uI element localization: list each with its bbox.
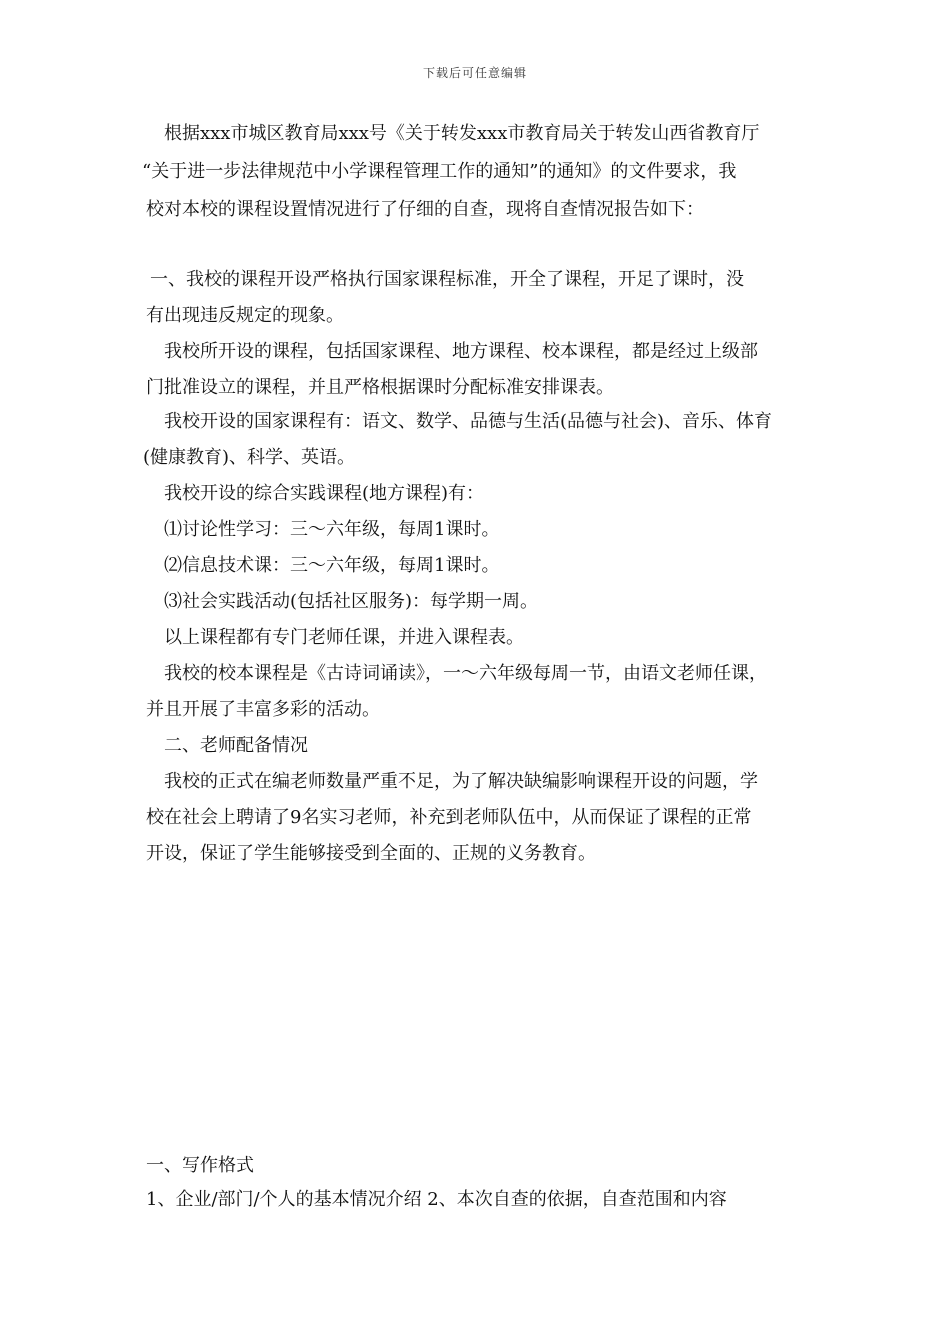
paragraph-line: 我校开设的国家课程有：语文、数学、品德与生活(品德与社会)、音乐、体育 — [164, 411, 773, 432]
paragraph-line: 开设，保证了学生能够接受到全面的、正规的义务教育。 — [146, 843, 596, 864]
paragraph-line: 校对本校的课程设置情况进行了仔细的自查，现将自查情况报告如下： — [146, 199, 704, 220]
section-heading-line: 二、老师配备情况 — [164, 735, 308, 756]
paragraph-line: 并且开展了丰富多彩的活动。 — [146, 699, 380, 720]
paragraph-line: “关于进一步法律规范中小学课程管理工作的通知”的通知》的文件要求，我 — [142, 161, 737, 182]
page-header-note: 下载后可任意编辑 — [422, 66, 527, 80]
paragraph-line: 1、企业/部门/个人的基本情况介绍 2、本次自查的依据，自查范围和内容 — [146, 1189, 727, 1210]
paragraph-line: 校在社会上聘请了9名实习老师，补充到老师队伍中，从而保证了课程的正常 — [146, 807, 752, 828]
paragraph-line: (健康教育)、科学、英语。 — [143, 447, 356, 468]
paragraph-line: 门批准设立的课程，并且严格根据课时分配标准安排课表。 — [146, 377, 614, 398]
list-item: ⑴讨论性学习：三～六年级，每周1课时。 — [164, 519, 500, 540]
list-item: ⑵信息技术课：三～六年级，每周1课时。 — [164, 555, 500, 576]
section-heading-line: 一、我校的课程开设严格执行国家课程标准，开全了课程，开足了课时，没 — [150, 269, 744, 290]
section-heading-line: 一、写作格式 — [146, 1155, 254, 1176]
paragraph-line: 我校的校本课程是《古诗词诵读》，一～六年级每周一节，由语文老师任课， — [164, 663, 767, 684]
paragraph-line: 我校开设的综合实践课程(地方课程)有： — [164, 483, 485, 504]
paragraph-line: 以上课程都有专门老师任课，并进入课程表。 — [164, 627, 524, 648]
paragraph-line: 有出现违反规定的现象。 — [146, 305, 344, 326]
paragraph-line: 我校所开设的课程，包括国家课程、地方课程、校本课程，都是经过上级部 — [164, 341, 758, 362]
paragraph-line: 我校的正式在编老师数量严重不足，为了解决缺编影响课程开设的问题，学 — [164, 771, 758, 792]
paragraph-line: 根据xxx市城区教育局xxx号《关于转发xxx市教育局关于转发山西省教育厅 — [164, 123, 760, 144]
list-item: ⑶社会实践活动(包括社区服务)：每学期一周。 — [164, 591, 539, 612]
